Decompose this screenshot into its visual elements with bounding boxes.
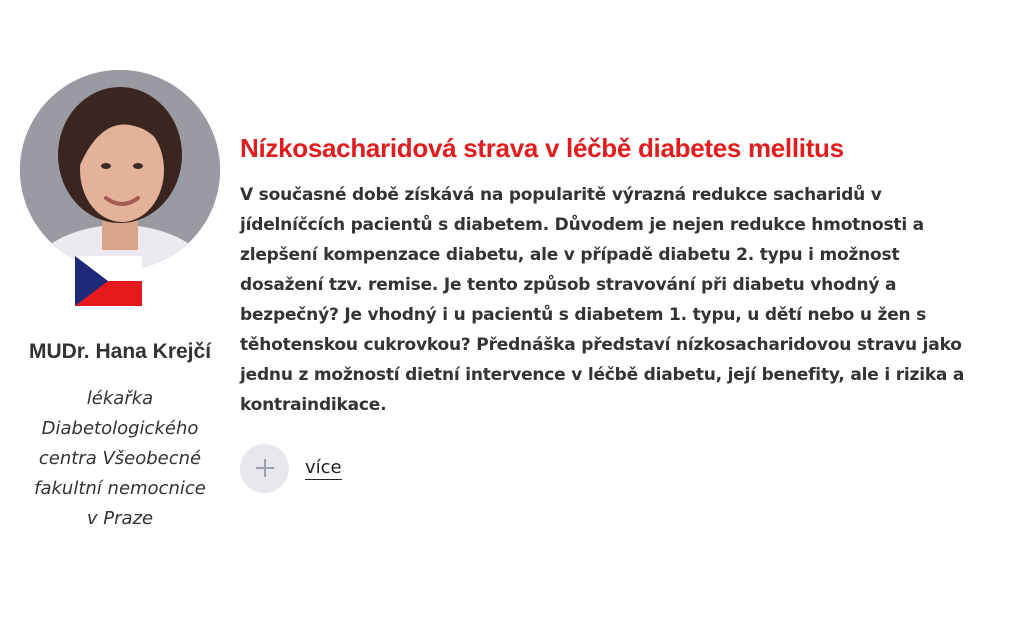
talk-abstract: V současné době získává na popularitě výrazná redukce sacharidů v jídelníčcích pacientů s diabetem. Důvodem je nejen redukce hmotnosti a zlepšení kompenzace diabetu, ale v případě diabetu 2. typu i možnost dosažení tzv. remise. Je tento způsob stravování při diabetu vhodný a bezpečný? Je vhodný i u pacientů s diabetem 1. typu, u dětí nebo u žen s těhotenskou cukrovkou? Přednáška představí nízkosacharidovou stravu jako jednu z možností dietní intervence v léčbě diabetu, její benefity, ale i rizika a kontraindikace. bbox=[240, 185, 965, 415]
speaker-role: lékařka Diabetologického centra Všeobecné fakultní nemocnice v Praze bbox=[34, 388, 206, 529]
more-section bbox=[240, 443, 342, 493]
expand-button[interactable] bbox=[240, 444, 289, 493]
speaker-info bbox=[20, 70, 220, 529]
plus-icon bbox=[254, 457, 276, 479]
talk-content bbox=[240, 130, 970, 420]
speaker-name: MUDr. Hana Krejčí bbox=[28, 340, 212, 363]
talk-title: Nízkosacharidová strava v léčbě diabetes mellitus bbox=[240, 133, 844, 163]
czech-flag-icon bbox=[75, 256, 142, 306]
speaker-photo bbox=[20, 70, 220, 270]
more-link[interactable]: více bbox=[305, 456, 342, 478]
